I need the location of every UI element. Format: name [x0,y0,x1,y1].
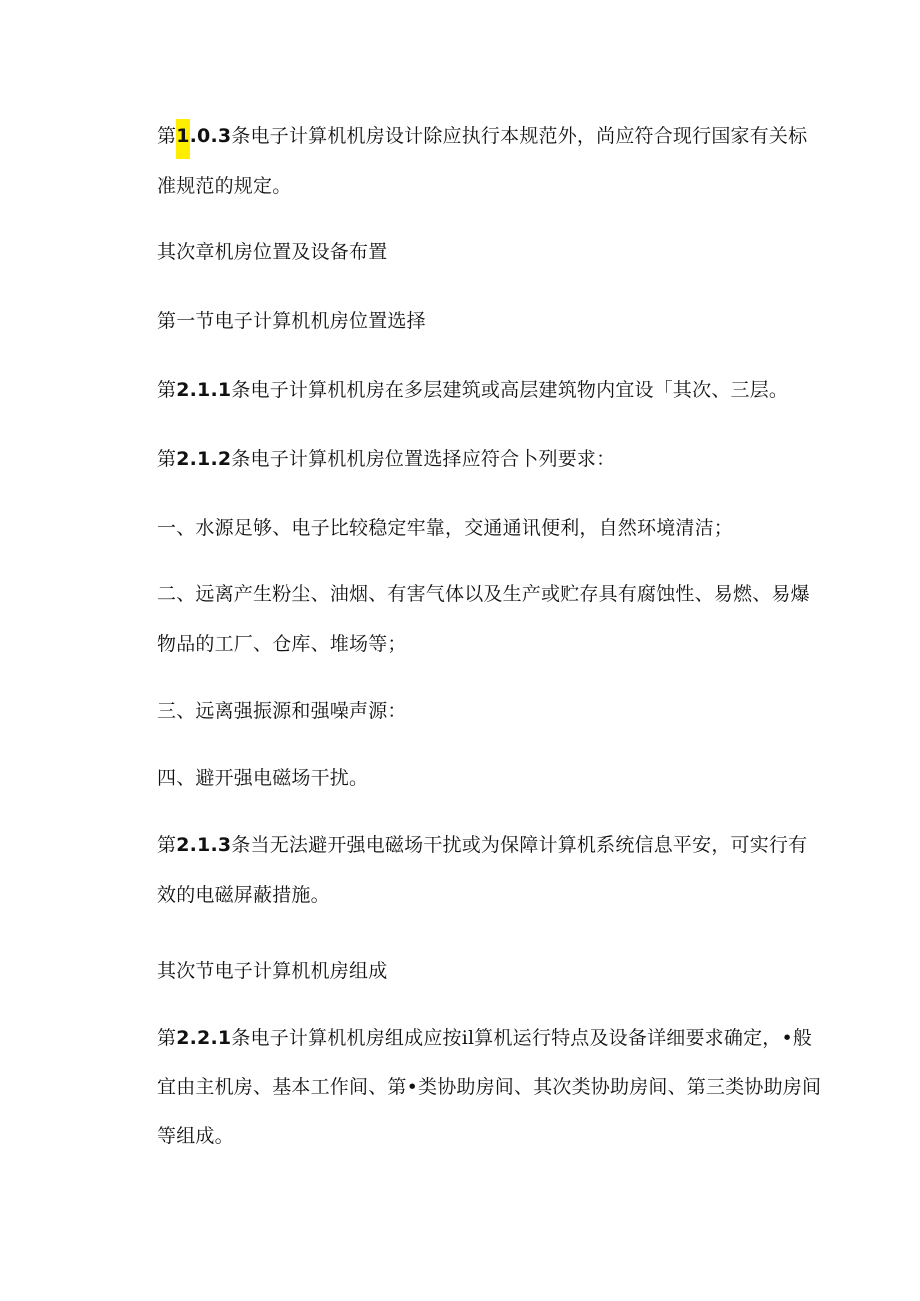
clause-text: 条当无法避开强电磁场干扰或为保障计算机系统信息平安，可实行有 [231,834,808,856]
clause-number: 2.2.1 [176,1027,232,1049]
heading-text: 其次章机房位置及设备布置 [157,241,388,263]
highlighted-number: 1 [176,119,189,159]
clause-2-1-3-line-2 [157,883,817,907]
clause-2-2-1-line-3 [157,1124,817,1148]
clause-text: 效的电磁屏蔽措施。 [157,884,330,906]
clause-2-1-1 [157,378,817,402]
list-item-text: 四、避开强电磁场干扰。 [157,767,369,789]
list-item-text: 三、远离强振源和强噪声源： [157,700,407,722]
clause-1-0-3-line-2 [157,174,817,198]
section-1-heading [157,309,817,333]
clause-number: 2.1.1 [176,379,232,401]
clause-2-2-1-line-1 [157,1026,817,1050]
section-2-heading [157,959,817,983]
clause-text: 等组成。 [157,1125,234,1147]
list-item-text: 一、水源足够、电子比较稳定牢靠，交通通讯便利，自然环境清洁； [157,517,734,539]
clause-prefix: 第 [157,834,177,856]
clause-number: .0.3 [189,125,232,147]
clause-text: 条电子计算机机房组成应按il算机运行特点及设备详细要求确定，•般 [231,1027,813,1049]
clause-text: 条电子计算机机房在多层建筑或高层建筑物内宜设「其次、三层。 [231,379,789,401]
clause-prefix: 第 [157,1027,177,1049]
clause-number: 2.1.2 [176,448,232,470]
list-item-2-line-2 [157,632,817,656]
list-item-1 [157,516,817,540]
list-item-text: 物品的工厂、仓库、堆场等； [157,633,407,655]
clause-text: 宜由主机房、基本工作间、第•类协助房间、其次类协助房间、第三类协助房间 [157,1076,822,1098]
chapter-2-heading [157,240,817,264]
clause-1-0-3-line-1 [157,124,817,148]
list-item-4 [157,766,817,790]
clause-2-2-1-line-2 [157,1075,822,1099]
list-item-2-line-1 [157,582,817,606]
clause-prefix: 第 [157,125,177,147]
heading-text: 其次节电子计算机机房组成 [157,960,388,982]
clause-text: 条电子计算机机房设计除应执行本规范外，尚应符合现行国家有关标 [231,125,808,147]
clause-prefix: 第 [157,379,177,401]
list-item-3 [157,699,817,723]
list-item-text: 二、远离产生粉尘、油烟、有害气体以及生产或贮存具有腐蚀性、易燃、易爆 [157,583,810,605]
clause-text: 条电子计算机机房位置选择应符合卜列要求： [231,448,616,470]
clause-number: 2.1.3 [176,834,232,856]
clause-prefix: 第 [157,448,177,470]
clause-2-1-2 [157,447,817,471]
heading-text: 第一节电子计算机机房位置选择 [157,310,426,332]
clause-text: 准规范的规定。 [157,175,292,197]
clause-2-1-3-line-1 [157,833,817,857]
